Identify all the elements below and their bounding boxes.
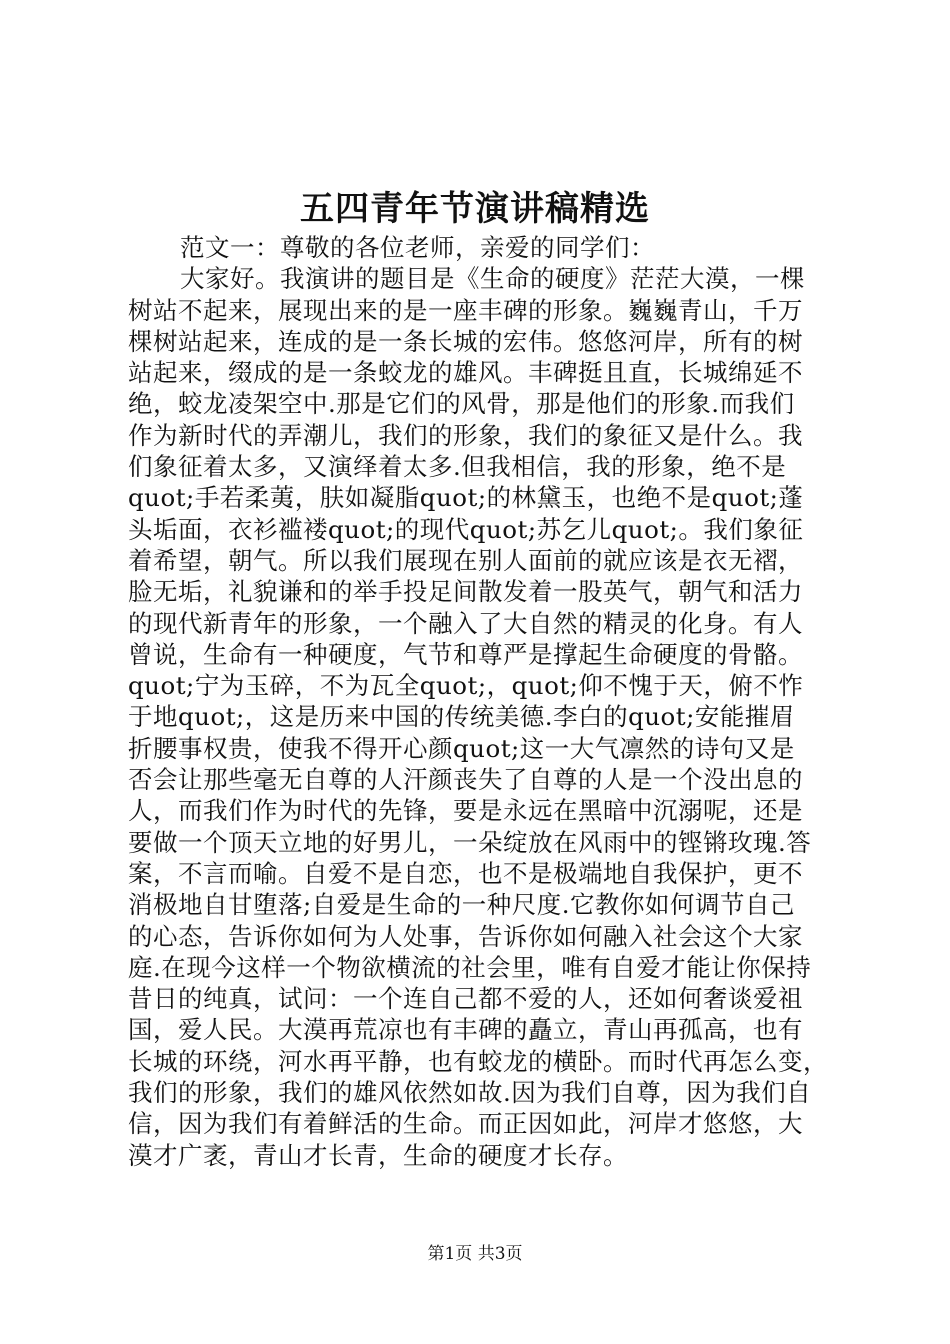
- paragraph-line: 国，爱人民。大漠再荒凉也有丰碑的矗立，青山再孤高，也有: [128, 1015, 803, 1045]
- paragraph-line: 长城的环绕，河水再平静，也有蛟龙的横卧。而时代再怎么变，: [128, 1046, 828, 1076]
- paragraph-line: 我们的形象，我们的雄风依然如故.因为我们自尊，因为我们自: [128, 1078, 812, 1108]
- paragraph-line: 脸无垢，礼貌谦和的举手投足间散发着一股英气，朝气和活力: [128, 577, 803, 607]
- paragraph-line: 消极地自甘堕落;自爱是生命的一种尺度.它教你如何调节自己: [128, 890, 796, 920]
- paragraph-line: 曾说，生命有一种硬度，气节和尊严是撑起生命硬度的骨骼。: [128, 639, 803, 669]
- paragraph-line: 头垢面，衣衫褴褛quot;的现代quot;苏乞儿quot;。我们象征: [128, 514, 804, 544]
- paragraph-line: quot;宁为玉碎，不为瓦全quot;，quot;仰不愧于天，俯不怍: [128, 671, 804, 701]
- paragraph-line: 大家好。我演讲的题目是《生命的硬度》茫茫大漠，一棵: [180, 264, 805, 294]
- paragraph-line: 昔日的纯真，试问：一个连自己都不爱的人，还如何奢谈爱祖: [128, 984, 803, 1014]
- document-title: 五四青年节演讲稿精选: [300, 189, 650, 229]
- paragraph-line: 否会让那些毫无自尊的人汗颜丧失了自尊的人是一个没出息的: [128, 765, 803, 795]
- paragraph-line: 站起来，缀成的是一条蛟龙的雄风。丰碑挺且直，长城绵延不: [128, 358, 803, 388]
- paragraph-line: 绝，蛟龙凌架空中.那是它们的风骨，那是他们的形象.而我们: [128, 389, 795, 419]
- paragraph-line: 树站不起来，展现出来的是一座丰碑的形象。巍巍青山，千万: [128, 295, 803, 325]
- paragraph-line: 折腰事权贵，使我不得开心颜quot;这一大气凛然的诗句又是: [128, 733, 795, 763]
- paragraph-line: 庭.在现今这样一个物欲横流的社会里，唯有自爱才能让你保持: [128, 952, 812, 982]
- paragraph-line: 作为新时代的弄潮儿，我们的形象，我们的象征又是什么。我: [128, 420, 803, 450]
- paragraph-line: 案，不言而喻。自爱不是自恋，也不是极端地自我保护，更不: [128, 858, 803, 888]
- paragraph-line: 着希望，朝气。所以我们展现在别人面前的就应该是衣无褶，: [128, 545, 803, 575]
- paragraph-line: 棵树站起来，连成的是一条长城的宏伟。悠悠河岸，所有的树: [128, 326, 803, 356]
- paragraph-line: 要做一个顶天立地的好男儿，一朵绽放在风雨中的铿锵玫瑰.答: [128, 827, 812, 857]
- paragraph-line: 漠才广袤，青山才长青，生命的硬度才长存。: [128, 1140, 628, 1170]
- document-body: [128, 232, 828, 1171]
- paragraph-line: 的现代新青年的形象，一个融入了大自然的精灵的化身。有人: [128, 608, 803, 638]
- page-number-footer: 第1页 共3页: [427, 1244, 523, 1264]
- paragraph-line: 信，因为我们有着鲜活的生命。而正因如此，河岸才悠悠，大: [128, 1109, 803, 1139]
- paragraph-line: 人，而我们作为时代的先锋，要是永远在黑暗中沉溺呢，还是: [128, 796, 803, 826]
- paragraph-line: 的心态，告诉你如何为人处事，告诉你如何融入社会这个大家: [128, 921, 803, 951]
- paragraph-line: quot;手若柔荑，肤如凝脂quot;的林黛玉，也绝不是quot;蓬: [128, 483, 804, 513]
- paragraph-line: 们象征着太多，又演绎着太多.但我相信，我的形象，绝不是: [128, 452, 787, 482]
- paragraph-line: 范文一：尊敬的各位老师，亲爱的同学们：: [180, 233, 655, 262]
- paragraph-line: 于地quot;，这是历来中国的传统美德.李白的quot;安能摧眉: [128, 702, 795, 732]
